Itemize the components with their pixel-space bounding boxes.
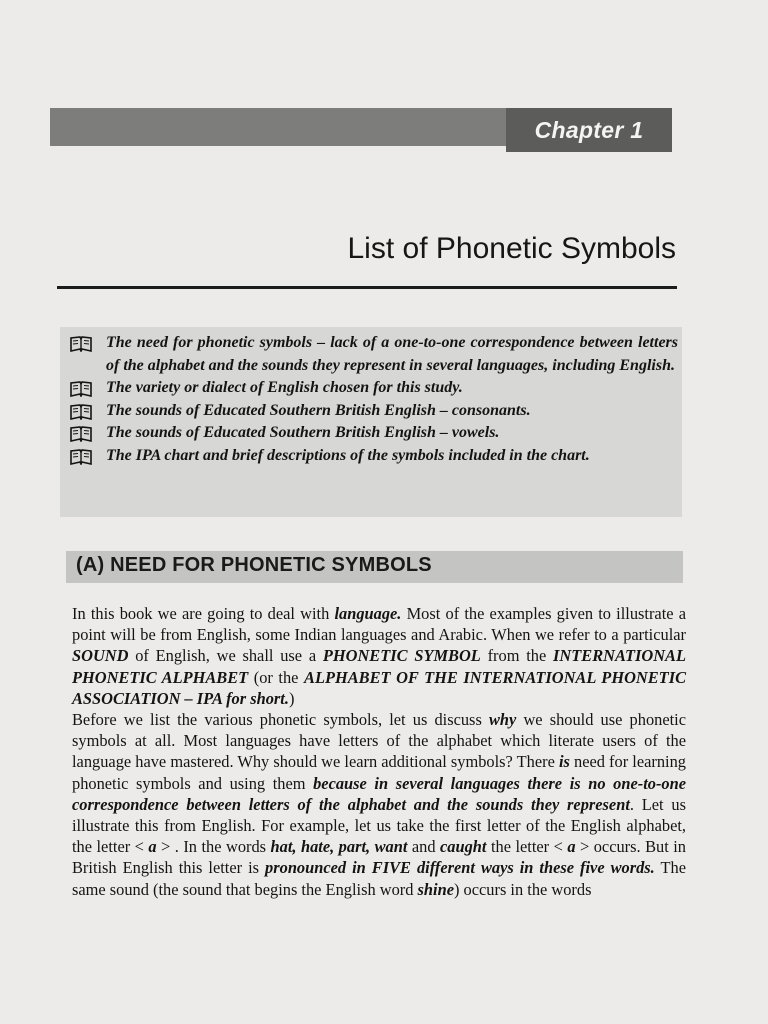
text-run: ) (288, 688, 295, 708)
chapter-objectives-list (70, 332, 678, 467)
emphasis: pronounced in FIVE different ways in these five words. (265, 858, 655, 878)
book-icon (70, 449, 92, 465)
text-run: Before we list the various phonetic symbols, let us discuss (72, 710, 489, 730)
text-run: we should use phonetic symbols at all. Most languages have letters of the alphabet which literate users of the language have mastered. Why should we learn additional symbols? There (72, 710, 686, 772)
chapter-label: Chapter 1 (534, 116, 644, 143)
emphasis: SOUND (72, 646, 129, 666)
paragraph (72, 709, 686, 900)
objective-text: The sounds of Educated Southern British English – consonants. (106, 401, 531, 419)
text-run: Most of the examples given to illustrate a point will be from English, some Indian languages and Arabic. When we refer to a particular (72, 604, 686, 645)
objective-item (70, 400, 678, 423)
title-divider (57, 286, 677, 289)
text-run: the letter < (486, 837, 568, 857)
emphasis: ALPHABET OF THE INTERNATIONAL PHONETIC ASSOCIATION – IPA for short. (72, 667, 687, 708)
book-icon (70, 381, 92, 397)
objective-text: The variety or dialect of English chosen for this study. (106, 379, 463, 396)
emphasis: a (567, 837, 576, 857)
text-run: (or the (248, 667, 305, 687)
objective-item (70, 377, 678, 400)
emphasis: PHONETIC SYMBOL (322, 646, 481, 666)
text-run: of English, we shall use a (128, 646, 323, 666)
text-run: > occurs. But in British English this letter is (72, 837, 686, 878)
page-title: List of Phonetic Symbols (347, 232, 676, 265)
book-icon (70, 404, 92, 420)
text-run: ) occurs in the words (453, 879, 592, 899)
objective-text: The sounds of Educated Southern British English – vowels. (106, 424, 500, 441)
book-icon (70, 426, 92, 442)
paragraph (72, 603, 686, 709)
emphasis: language. (334, 604, 402, 623)
emphasis: hat, hate, part, want (270, 837, 408, 857)
emphasis: INTERNATIONAL PHONETIC ALPHABET (72, 646, 686, 687)
emphasis: a (148, 837, 157, 857)
text-run: need for learning phonetic symbols and using them (72, 752, 686, 793)
emphasis: why (488, 710, 517, 730)
chapter-tab (506, 108, 672, 152)
objective-item (70, 332, 678, 377)
objective-item (70, 422, 678, 445)
emphasis: caught (440, 837, 487, 857)
text-run: . Let us illustrate this from English. For example, let us take the first letter of the English alphabet, the letter < (72, 794, 686, 857)
emphasis: because in several languages there is no one-to-one correspondence between letters of the alphabet and the sounds they represent (72, 773, 687, 814)
book-icon (70, 336, 92, 352)
text-run: The same sound (the sound that begins the English word (72, 858, 686, 899)
text-run: > . In the words (156, 837, 271, 857)
objective-text: The IPA chart and brief descriptions of the symbols included in the chart. (106, 446, 590, 464)
objective-text: The need for phonetic symbols – lack of a one-to-one correspondence between letters of the alphabet and the sounds they represent in several languages, including English. (106, 334, 678, 374)
body-text (72, 603, 686, 900)
text-run: from the (480, 646, 554, 666)
text-run: In this book we are going to deal with (72, 604, 335, 623)
text-run: and (407, 837, 441, 857)
emphasis: shine (417, 879, 454, 899)
section-heading: (A) NEED FOR PHONETIC SYMBOLS (76, 554, 432, 576)
objective-item (70, 445, 678, 468)
emphasis: is (558, 752, 570, 772)
